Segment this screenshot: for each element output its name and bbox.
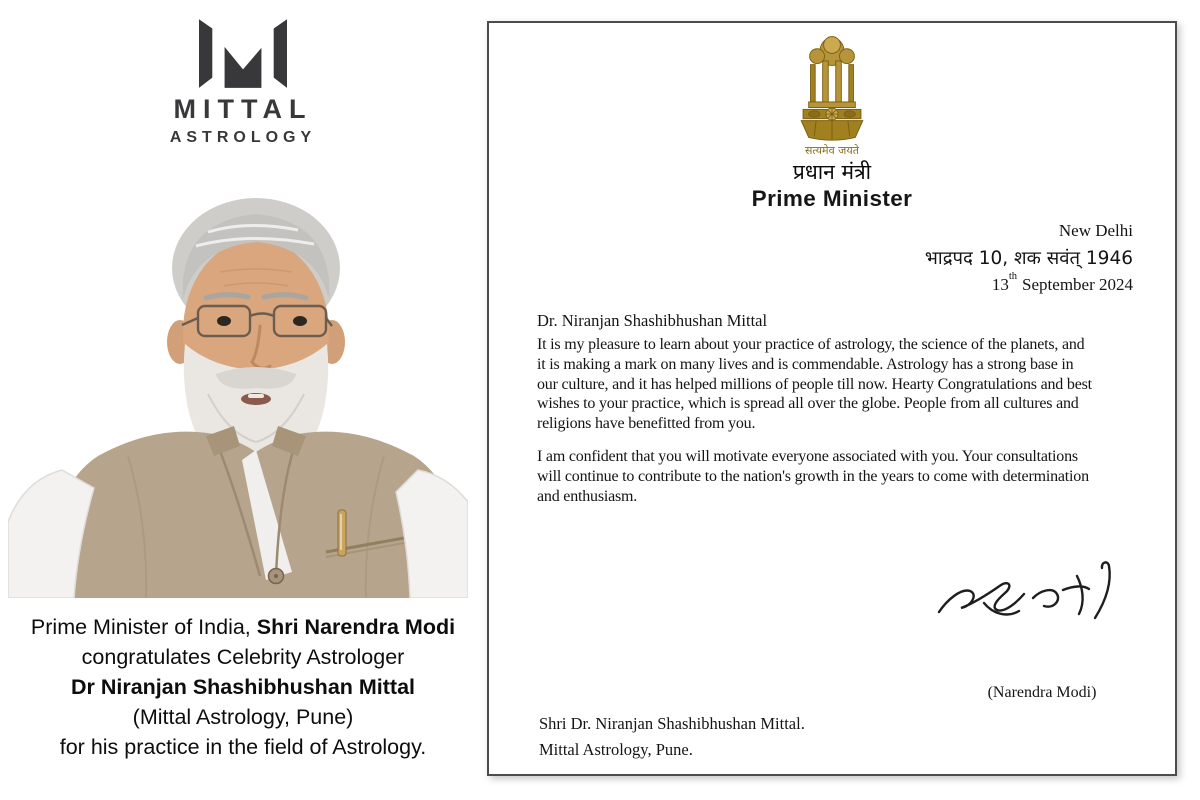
caption-line xyxy=(0,612,486,642)
pen-icon xyxy=(338,510,346,556)
logo-subtitle-text: ASTROLOGY xyxy=(169,129,317,146)
letter-body-line: wishes to your practice, which is spread all over the globe. People from all cultures and xyxy=(537,395,1079,413)
dateline-date xyxy=(925,270,1133,295)
signatory-name: (Narendra Modi) xyxy=(987,684,1097,701)
logo-brand-text: MITTAL xyxy=(173,94,313,124)
letter-body-line: it is making a mark on many lives and is commendable. Astrology has a strong base in xyxy=(537,355,1074,373)
salutation: Dr. Niranjan Shashibhushan Mittal xyxy=(537,311,768,330)
mittal-astrology-logo xyxy=(0,16,486,147)
letter-body-line: religions have benefitted from you. xyxy=(537,415,756,433)
recipient-block xyxy=(539,711,805,762)
letter-paragraph-2 xyxy=(537,447,1147,506)
letter-body-line: our culture, and it has helped millions of people till now. Hearty Congratulations and best xyxy=(537,375,1092,393)
letterhead-title-english: Prime Minister xyxy=(751,186,913,211)
logo-m-icon xyxy=(199,16,287,88)
lion-capital-emblem-icon xyxy=(790,31,874,143)
recipient-name: Shri Dr. Niranjan Shashibhushan Mittal. xyxy=(539,714,805,733)
caption-line: congratulates Celebrity Astrologer xyxy=(81,645,405,669)
caption xyxy=(0,612,486,762)
modi-portrait-photo xyxy=(8,184,468,598)
caption-text-bold: Shri Narendra Modi xyxy=(256,615,456,639)
letter-body-line: It is my pleasure to learn about your practice of astrology, the science of the planets, and xyxy=(537,336,1085,353)
dateline xyxy=(925,221,1133,295)
recipient-org: Mittal Astrology, Pune. xyxy=(539,739,693,759)
caption-text: Prime Minister of India, xyxy=(30,615,257,639)
letter-body-line: and enthusiasm. xyxy=(537,487,638,505)
dateline-indic-date: भाद्रपद 10, शक सवंत् 1946 xyxy=(924,248,1133,269)
letter-body-line: will continue to contribute to the nation's growth in the years to come with determination xyxy=(537,467,1089,485)
pm-letter xyxy=(487,21,1177,776)
date-ordinal: th xyxy=(1008,270,1018,282)
caption-line: (Mittal Astrology, Pune) xyxy=(132,705,354,729)
modi-portrait-illustration xyxy=(8,184,468,598)
letter-paragraph-1 xyxy=(537,335,1147,434)
letterhead-title-hindi: प्रधान मंत्री xyxy=(792,160,872,184)
date-day: 13 xyxy=(991,275,1009,294)
emblem-motto: सत्यमेव जयते xyxy=(804,144,859,157)
signature-handwritten xyxy=(929,556,1119,640)
caption-line: Dr Niranjan Shashibhushan Mittal xyxy=(70,675,416,699)
dateline-place: New Delhi xyxy=(1058,221,1133,240)
letter-body-line: I am confident that you will motivate everyone associated with you. Your consultations xyxy=(537,448,1078,465)
caption-line: for his practice in the field of Astrology. xyxy=(59,735,427,759)
date-month-year: September 2024 xyxy=(1022,275,1133,294)
